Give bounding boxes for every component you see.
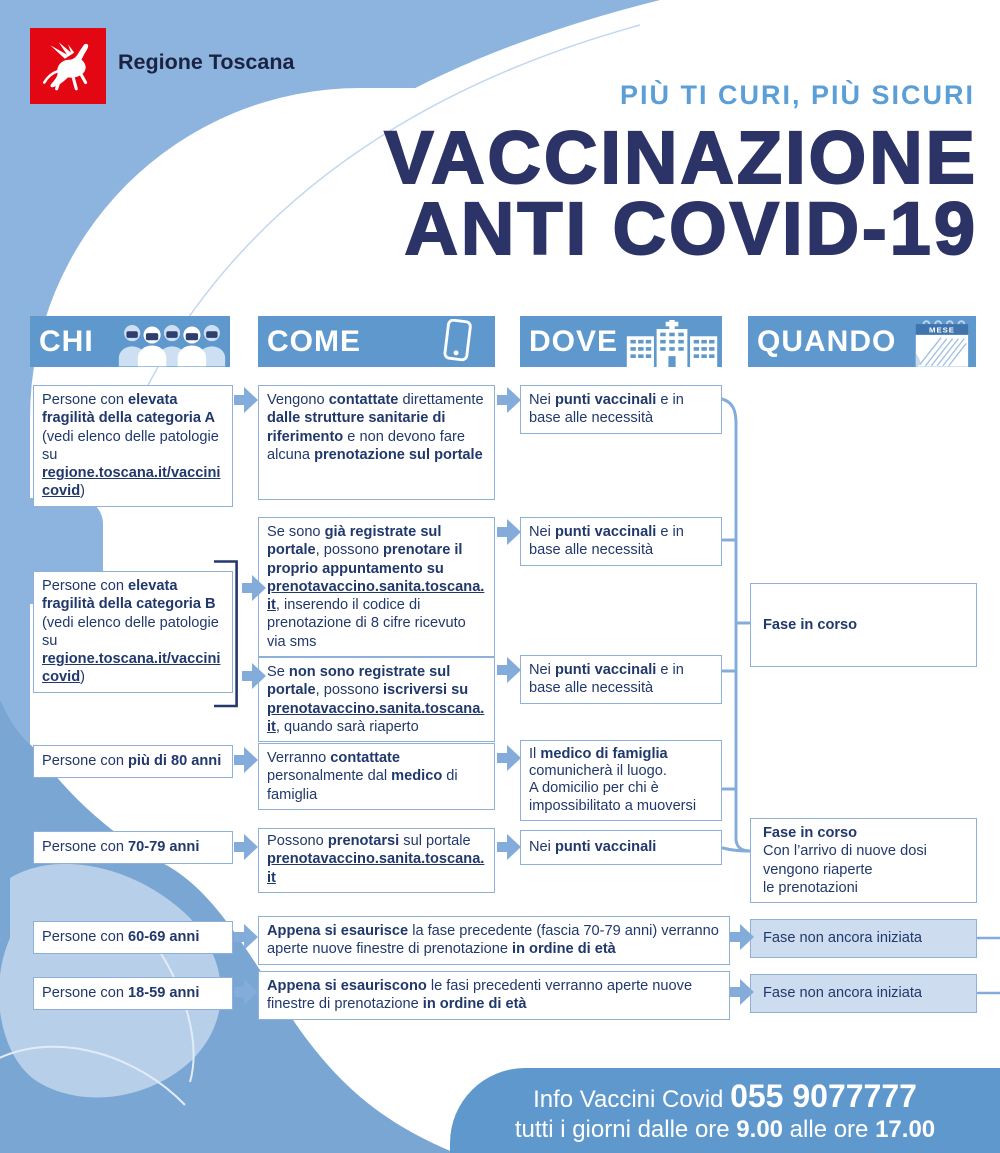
- flow-arrow-icon: [497, 657, 521, 683]
- chi-70-79-box: Persone con 70-79 anni: [33, 831, 233, 864]
- dove-70-79-box: Nei punti vaccinali: [520, 830, 722, 865]
- title-line-1: VACCINAZIONE: [384, 116, 978, 199]
- dove-registered-box: Nei punti vaccinali e in base alle necessità: [520, 517, 722, 566]
- dove-over-80-box: Il medico di famiglia comunicherà il luogo. A domicilio per chi è impossibilitato a muoversi: [520, 740, 722, 821]
- come-70-79-box: Possono prenotarsi sul portale prenotavaccino.sanita.toscana.it: [258, 828, 495, 893]
- column-header-come: [258, 316, 495, 367]
- chi-label: CHI: [39, 324, 94, 358]
- hospital-icon: [626, 320, 718, 367]
- come-60-69-box: Appena si esaurisce la fase precedente (fascia 70-79 anni) verranno aperte nuove finestre di prenotazione in ordine di età: [258, 916, 730, 965]
- quando-60-69-box: Fase non ancora iniziata: [750, 919, 977, 958]
- dove-category-a-box: Nei punti vaccinali e in base alle necessità: [520, 385, 722, 434]
- brand-name: Regione Toscana: [118, 50, 295, 74]
- flow-arrow-icon: [730, 924, 754, 950]
- campaign-tagline: PIÙ TI CURI, PIÙ SICURI: [619, 80, 975, 110]
- regione-toscana-logo: [30, 28, 106, 104]
- come-category-a-box: Vengono contattate direttamente dalle strutture sanitarie di riferimento e non devono fare alcuna prenotazione sul portale: [258, 385, 495, 500]
- chi-category-b-box: Persone con elevata fragilità della categoria B (vedi elenco delle patologie su regione.toscana.it/vaccinicovid): [33, 571, 233, 693]
- title-line-2: ANTI COVID-19: [404, 187, 978, 270]
- column-header-chi: [30, 316, 230, 367]
- come-label: COME: [267, 324, 361, 358]
- calendar-month-label: MESE: [929, 325, 955, 335]
- quando-18-59-box: Fase non ancora iniziata: [750, 974, 977, 1013]
- come-not-registered-box: Se non sono registrate sul portale, possono iscriversi su prenotavaccino.sanita.toscana.it, quando sarà riaperto: [258, 657, 495, 742]
- flow-arrow-icon: [234, 834, 258, 860]
- flow-arrow-icon: [497, 745, 521, 771]
- people-group-icon: [116, 322, 228, 367]
- dove-not-registered-box: Nei punti vaccinali e in base alle necessità: [520, 655, 722, 704]
- come-over-80-box: Verranno contattate personalmente dal medico di famiglia: [258, 743, 495, 810]
- flow-arrow-icon: [234, 747, 258, 773]
- chi-category-a-box: Persone con elevata fragilità della categoria A (vedi elenco delle patologie su regione.toscana.it/vaccinicovid): [33, 385, 233, 507]
- dove-label: DOVE: [529, 324, 619, 358]
- flow-arrow-icon: [497, 519, 521, 545]
- come-18-59-box: Appena si esauriscono le fasi precedenti verranno aperte nuove finestre di prenotazione in ordine di età: [258, 971, 730, 1020]
- flow-arrow-icon: [242, 575, 266, 601]
- footer-hours-line: tutti i giorni dalle ore 9.00 alle ore 17.00: [514, 1115, 936, 1143]
- page-title: [384, 116, 978, 270]
- quando-fase-in-corso-box: Fase in corso: [750, 583, 977, 667]
- flow-arrow-icon: [497, 387, 521, 413]
- footer-phone-line: Info Vaccini Covid 055 9077777: [533, 1077, 917, 1114]
- flow-arrow-icon: [730, 979, 754, 1005]
- come-registered-box: Se sono già registrate sul portale, possono prenotare il proprio appuntamento su prenotavaccino.sanita.toscana.it, inserendo il codice di prenotazione di 8 cifre ricevuto via sms: [258, 517, 495, 657]
- chi-over-80-box: Persone con più di 80 anni: [33, 745, 233, 778]
- flow-arrow-icon: [497, 834, 521, 860]
- column-header-quando: [748, 316, 976, 367]
- quando-label: QUANDO: [757, 324, 897, 358]
- smartphone-icon: [443, 319, 473, 363]
- flow-arrow-icon: [242, 663, 266, 689]
- column-header-dove: [520, 316, 722, 367]
- quando-fase-in-corso-dosi-box: Fase in corso Con l’arrivo di nuove dosi vengono riaperte le prenotazioni: [750, 818, 977, 903]
- chi-60-69-box: Persone con 60-69 anni: [33, 921, 233, 954]
- flow-arrow-icon: [234, 924, 258, 950]
- pegasus-icon: [37, 35, 99, 97]
- flow-arrow-icon: [234, 979, 258, 1005]
- flow-arrow-icon: [234, 387, 258, 413]
- footer-info-bar: [450, 1068, 1000, 1153]
- calendar-icon: [910, 316, 972, 369]
- chi-18-59-box: Persone con 18-59 anni: [33, 977, 233, 1010]
